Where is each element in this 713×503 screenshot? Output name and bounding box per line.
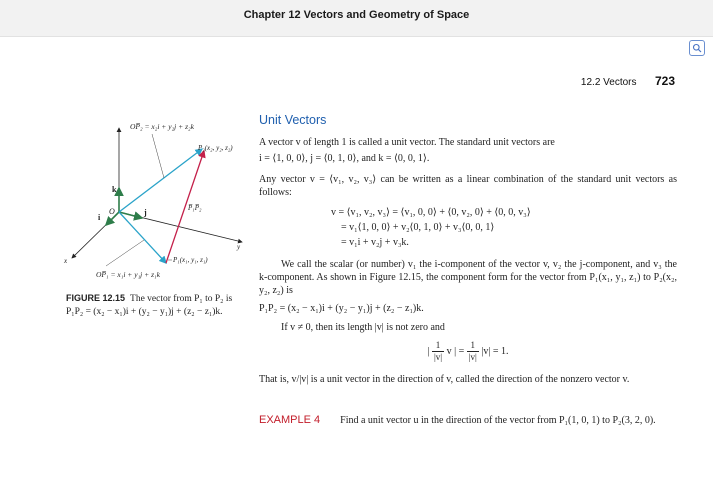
chapter-header-bar [0, 0, 713, 37]
op2-vector [119, 149, 202, 212]
paragraph-unit-vector-def: A vector v of length 1 is called a unit vector. The standard unit vectors are [259, 137, 555, 148]
paragraph-linear-combination: Any vector v = ⟨v₁, v₂, v₃⟩ can be written as a linear combination of the standard unit vectors as follows: [259, 174, 677, 198]
zoom-icon [692, 43, 702, 53]
figure-label: FIGURE 12.15 [66, 293, 126, 303]
k-label: k [112, 185, 117, 194]
p1-label: P₁(x₁, y₁, z₁) [173, 256, 208, 264]
op2-label: OP̅₂ = x₂i + y₂j + z₂k [130, 122, 194, 131]
paragraph-direction: That is, v/|v| is a unit vector in the direction of v, called the direction of the nonzero vector v. [259, 374, 630, 385]
example-label: EXAMPLE 4 [259, 414, 321, 426]
page-number: 723 [654, 74, 675, 88]
section-title: Unit Vectors [259, 113, 327, 127]
figure-caption [66, 292, 244, 319]
i-label: i [98, 213, 101, 222]
equation-p1p2-component-form: P₁P₂ = (x₂ − x₁)i + (y₂ − y₁)j + (z₂ − z₁)k. [259, 303, 424, 314]
equation-line-3: = v₁i + v₂j + v₃k. [341, 237, 409, 248]
p2-label: P₂(x₂, y₂, z₂) [198, 144, 233, 152]
equation-standard-unit-vectors: i = ⟨1, 0, 0⟩, j = ⟨0, 1, 0⟩, and k = ⟨0, 0, 1⟩. [259, 153, 430, 164]
equation-unit-length: | $\frac{1}{|v|}$ v | = $\frac{1}{|v|}$ |v| = 1. [427, 340, 509, 362]
equation-line-1: v = ⟨v₁, v₂, v₃⟩ = ⟨v₁, 0, 0⟩ + ⟨0, v₂, 0⟩ + ⟨0, 0, v₃⟩ [331, 207, 531, 218]
equation-block-linear-combination [259, 205, 677, 250]
figure-caption-text: The vector from P₁ to P₂ is P₁P₂ = (x₂ − x₁)i + (y₂ − y₁)j + (z₂ − z₁)k. [66, 294, 233, 317]
main-content [259, 114, 677, 427]
zoom-button[interactable] [689, 40, 705, 56]
origin-label: O [109, 207, 115, 216]
p1p2-label: P̅₁P̅₂ [188, 204, 202, 212]
fraction-1-over-norm-2: $\frac{1}{|v|}$ [468, 340, 477, 362]
x-axis-label: x [64, 257, 68, 265]
paragraph-nonzero-length: If v ≠ 0, then its length |v| is not zero and [281, 322, 445, 333]
example-4 [259, 414, 677, 427]
op1-label: OP̅₁ = x₁i + y₁j + z₁k [96, 270, 160, 279]
page-header [581, 72, 675, 90]
chapter-title: Chapter 12 Vectors and Geometry of Space [243, 9, 470, 21]
paragraph-components: We call the scalar (or number) v₁ the i-component of the vector v, v₂ the j-component, and v₃ the k-component. As shown in Figure 12.15, the component form for the vector from P₁(x₁, y₁, z₁) to P₂(x₂, y₂, z₂) is [259, 259, 677, 296]
op1-vector [119, 212, 166, 263]
example-text: Find a unit vector u in the direction of the vector from P₁(1, 0, 1) to P₂(3, 2, 0). [340, 415, 656, 426]
vector-diagram [60, 108, 255, 288]
section-label: 12.2 Vectors [580, 77, 637, 88]
figure-12-15 [60, 108, 255, 288]
fraction-1-over-norm: $\frac{1}{|v|}$ [433, 340, 443, 362]
equation-line-2: = v₁⟨1, 0, 0⟩ + v₂⟨0, 1, 0⟩ + v₃⟨0, 0, 1⟩ [341, 222, 495, 233]
y-axis-label: y [237, 243, 241, 251]
j-label: j [144, 208, 147, 217]
